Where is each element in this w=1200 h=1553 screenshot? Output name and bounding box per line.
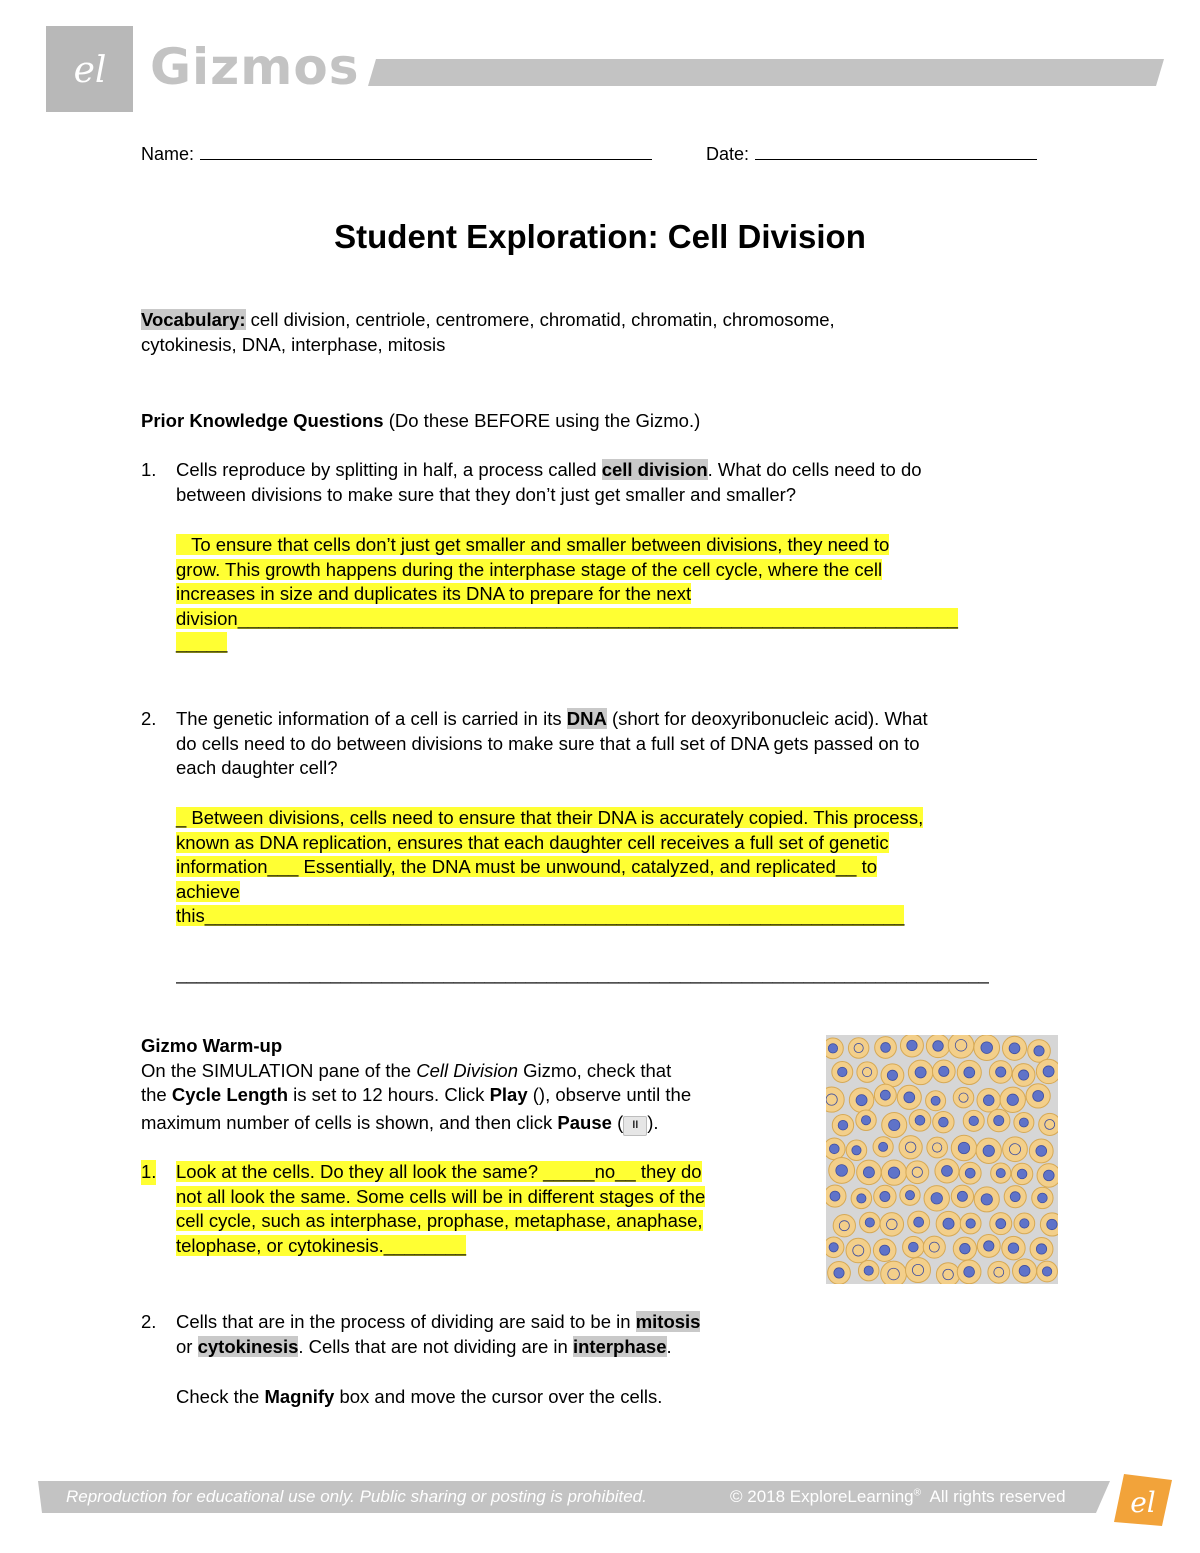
cell-icon xyxy=(959,1162,981,1184)
cell-icon xyxy=(974,1187,999,1212)
cell-icon xyxy=(1003,1137,1028,1162)
question-number: 1. xyxy=(141,459,157,480)
cell-icon xyxy=(826,1038,843,1059)
cell-icon xyxy=(989,1061,1012,1084)
gizmos-logo xyxy=(46,26,133,112)
cell-icon xyxy=(935,1159,959,1183)
name-field[interactable] xyxy=(141,143,652,165)
question-number: 2. xyxy=(141,1311,157,1332)
header-bar xyxy=(368,59,1164,86)
date-blank[interactable] xyxy=(755,143,1037,160)
cell-icon xyxy=(906,1161,929,1184)
term-interphase: interphase xyxy=(572,1335,667,1357)
prior-question-1 xyxy=(141,458,1061,518)
cell-icon xyxy=(829,1158,855,1184)
cell-icon xyxy=(932,1060,955,1083)
answer-1-line: division______________________________________________________________________ xyxy=(176,607,958,629)
answer-2-line: _ Between divisions, cells need to ensure that their DNA is accurately copied. This process, xyxy=(176,807,924,828)
svg-text:el: el xyxy=(1130,1486,1156,1519)
cell-icon xyxy=(991,1163,1011,1183)
cell-icon xyxy=(1000,1087,1025,1112)
term-dna: DNA xyxy=(566,708,607,729)
cell-icon xyxy=(1013,1259,1037,1283)
cell-icon xyxy=(953,1237,976,1260)
cell-icon xyxy=(875,1037,897,1059)
answer-1-line: increases in size and duplicates its DNA to prepare for the next xyxy=(176,583,692,604)
warmup-q2-text: box and move the cursor over the cells. xyxy=(334,1386,663,1407)
answer-1[interactable] xyxy=(176,533,1056,656)
warmup-q2-text: Check the xyxy=(176,1386,265,1407)
cell-icon xyxy=(933,1111,954,1132)
cell-icon xyxy=(881,1064,904,1087)
cell-icon xyxy=(856,1110,876,1130)
warmup-answer-line: not all look the same. Some cells will be in different stages of the xyxy=(176,1185,706,1207)
cell-icon xyxy=(851,1188,872,1209)
answer-1-line: grow. This growth happens during the interphase stage of the cell cycle, where the cell xyxy=(176,558,883,580)
pause-icon: II xyxy=(623,1116,647,1136)
cell-icon xyxy=(977,1088,1001,1112)
question-number: 2. xyxy=(141,708,157,729)
q2-text-post: (short for deoxyribonucleic acid). What xyxy=(606,708,928,729)
answer-1-line: _____ xyxy=(176,632,228,653)
name-blank[interactable] xyxy=(200,143,652,160)
cell-icon xyxy=(857,1062,877,1082)
cell-icon xyxy=(881,1160,906,1185)
date-field[interactable] xyxy=(706,143,1037,165)
gizmo-name: Cell Division xyxy=(416,1059,519,1081)
cell-icon xyxy=(927,1137,948,1158)
answer-2-blank-line: _______________________________________________________________________________ xyxy=(176,963,989,984)
name-label: Name: xyxy=(141,144,195,164)
cell-icon xyxy=(908,1060,933,1085)
cell-icon xyxy=(826,1138,845,1160)
warmup-heading: Gizmo Warm-up xyxy=(141,1035,283,1056)
cell-icon xyxy=(1029,1139,1053,1163)
warmup-text: (), observe until the xyxy=(527,1084,692,1105)
warmup-text: maximum number of cells is shown, and then click xyxy=(141,1111,558,1133)
prior-knowledge-heading xyxy=(141,409,700,434)
explorelearning-logo xyxy=(1110,1472,1174,1528)
date-label: Date: xyxy=(706,144,750,164)
cell-icon xyxy=(1026,1084,1050,1108)
el-logo-icon xyxy=(61,44,119,94)
cell-icon xyxy=(858,1260,879,1281)
warmup-q2-text: . Cells that are not dividing are in xyxy=(298,1335,573,1357)
cell-icon xyxy=(833,1215,855,1237)
answer-2-line: known as DNA replication, ensures that each daughter cell receives a full set of genetic xyxy=(176,831,889,853)
cell-icon xyxy=(826,1237,844,1258)
cell-icon xyxy=(846,1140,866,1160)
prior-question-2 xyxy=(141,707,1061,787)
warmup-question-2 xyxy=(141,1310,801,1410)
cell-icon xyxy=(848,1038,868,1058)
term-cell-division: cell division xyxy=(601,459,708,480)
answer-2[interactable] xyxy=(176,806,1056,929)
page-title: Student Exploration: Cell Division xyxy=(334,218,866,255)
brand-name: Gizmos xyxy=(150,38,360,96)
prior-heading-text: Prior Knowledge Questions xyxy=(141,410,384,431)
cell-icon xyxy=(899,1136,922,1159)
cell-icon xyxy=(977,1234,1000,1257)
answer-2-blank[interactable] xyxy=(176,962,1056,987)
footer-copyright xyxy=(730,1487,1066,1507)
warmup-text: the xyxy=(141,1084,172,1105)
vocabulary-label: Vocabulary: xyxy=(141,309,246,330)
q1-text-line-2: between divisions to make sure that they don’t just get smaller and smaller? xyxy=(176,483,797,505)
warmup-text: Gizmo, check that xyxy=(518,1059,672,1081)
answer-2-line: this____________________________________________________________________ xyxy=(176,905,905,926)
cell-icon xyxy=(828,1262,851,1284)
cell-icon xyxy=(881,1261,907,1284)
warmup-text: ( xyxy=(611,1111,624,1133)
cell-icon xyxy=(957,1060,981,1084)
cell-icon xyxy=(1014,1112,1034,1132)
copyright-text: © 2018 ExploreLearning xyxy=(730,1487,914,1506)
rights-text: All rights reserved xyxy=(920,1487,1066,1506)
q1-text-pre: Cells reproduce by splitting in half, a process called xyxy=(176,459,602,480)
warmup-answer-line: telophase, or cytokinesis.________ xyxy=(176,1234,467,1256)
cell-icon xyxy=(882,1112,907,1137)
registered-mark: ® xyxy=(913,1487,921,1499)
answer-1-line: To ensure that cells don’t just get smaller and smaller between divisions, they need to xyxy=(176,534,890,555)
cell-icon xyxy=(873,1137,893,1157)
cell-icon xyxy=(857,1160,882,1185)
cell-icon xyxy=(1002,1036,1026,1060)
play-label: Play xyxy=(489,1084,528,1105)
cell-icon xyxy=(860,1212,881,1233)
cell-icon xyxy=(957,1260,981,1284)
cell-icon xyxy=(826,1185,846,1207)
warmup-answer-line: Look at the cells. Do they all look the same? _____no__ they do xyxy=(176,1161,702,1182)
cell-icon xyxy=(990,1213,1012,1235)
cell-icon xyxy=(880,1213,904,1237)
cell-icon xyxy=(874,1084,896,1106)
cell-icon xyxy=(974,1035,1000,1061)
cell-icon xyxy=(963,1110,984,1131)
pause-label: Pause xyxy=(557,1111,612,1133)
q2-text-line-2: do cells need to do between divisions to make sure that a full set of DNA gets passed on to xyxy=(176,732,920,754)
cell-icon xyxy=(873,1239,896,1262)
q2-text-pre: The genetic information of a cell is carried in its xyxy=(176,708,567,729)
answer-2-line: information___ Essentially, the DNA must be unwound, catalyzed, and replicated__ to xyxy=(176,856,878,877)
cell-icon xyxy=(953,1087,974,1108)
cell-icon xyxy=(976,1138,1001,1163)
cell-icon xyxy=(900,1185,920,1205)
cell-icon xyxy=(1002,1236,1025,1259)
cell-icon xyxy=(924,1186,949,1211)
answer-2-line: achieve xyxy=(176,880,240,902)
warmup-text: ). xyxy=(647,1111,659,1133)
cell-icon xyxy=(826,1087,844,1112)
q2-text-line-3: each daughter cell? xyxy=(176,757,338,778)
cell-icon xyxy=(936,1263,959,1284)
cell-icon xyxy=(926,1035,949,1058)
cells-illustration xyxy=(826,1035,1058,1284)
cell-icon xyxy=(1036,1059,1058,1083)
cell-icon xyxy=(948,1035,974,1058)
cell-icon xyxy=(1037,1261,1058,1282)
cell-icon xyxy=(832,1062,853,1083)
cell-icon xyxy=(1004,1186,1026,1208)
cell-icon xyxy=(1014,1213,1035,1234)
cell-icon xyxy=(1011,1163,1032,1184)
cell-icon xyxy=(951,1135,976,1160)
cell-icon xyxy=(1030,1237,1053,1260)
warmup-q2-text: . xyxy=(666,1335,672,1357)
cell-icon xyxy=(988,1109,1010,1131)
cell-icon xyxy=(903,1236,924,1257)
warmup-answer-line: cell cycle, such as interphase, prophase, metaphase, anaphase, xyxy=(176,1210,703,1231)
cell-icon xyxy=(905,1257,930,1282)
cell-simulation-image xyxy=(826,1035,1058,1284)
cell-icon xyxy=(960,1213,981,1234)
prior-heading-note: (Do these BEFORE using the Gizmo.) xyxy=(383,410,701,431)
cell-icon xyxy=(897,1085,921,1109)
footer-notice: Reproduction for educational use only. Public sharing or posting is prohibited. xyxy=(66,1487,647,1506)
cell-icon xyxy=(1040,1213,1058,1236)
cell-icon xyxy=(951,1185,973,1207)
cell-icon xyxy=(846,1238,871,1263)
warmup-question-1 xyxy=(141,1160,801,1260)
cell-icon xyxy=(1037,1164,1058,1188)
question-number: 1. xyxy=(141,1160,156,1185)
cell-icon xyxy=(926,1091,946,1111)
cell-icon xyxy=(849,1088,873,1112)
magnify-label: Magnify xyxy=(264,1386,335,1407)
warmup-text: is set to 12 hours. Click xyxy=(288,1084,490,1105)
cell-icon xyxy=(874,1185,896,1207)
vocabulary-line-2: cytokinesis, DNA, interphase, mitosis xyxy=(141,333,446,355)
cell-icon xyxy=(1012,1064,1035,1087)
cell-icon xyxy=(908,1211,930,1233)
vocabulary xyxy=(141,308,835,357)
cell-icon xyxy=(936,1211,961,1236)
warmup-q2-text: or xyxy=(176,1335,198,1357)
warmup-intro xyxy=(141,1034,801,1136)
vocabulary-line-1: cell division, centriole, centromere, chromatid, chromatin, chromosome, xyxy=(245,309,835,330)
q1-text-post: . What do cells need to do xyxy=(707,459,922,480)
cell-icon xyxy=(832,1115,853,1136)
cell-icon xyxy=(1039,1113,1058,1135)
cell-icon xyxy=(900,1035,923,1057)
cell-icon xyxy=(909,1109,931,1131)
warmup-q2-text: Cells that are in the process of dividing are said to be in xyxy=(176,1311,636,1332)
svg-text:el: el xyxy=(73,50,106,91)
term-mitosis: mitosis xyxy=(635,1311,701,1332)
warmup-text: On the SIMULATION pane of the xyxy=(141,1059,417,1081)
term-cytokinesis: cytokinesis xyxy=(197,1335,299,1357)
cell-icon xyxy=(1032,1187,1053,1208)
cell-icon xyxy=(988,1261,1010,1283)
cell-icon xyxy=(923,1236,945,1258)
cycle-length-label: Cycle Length xyxy=(171,1084,289,1105)
